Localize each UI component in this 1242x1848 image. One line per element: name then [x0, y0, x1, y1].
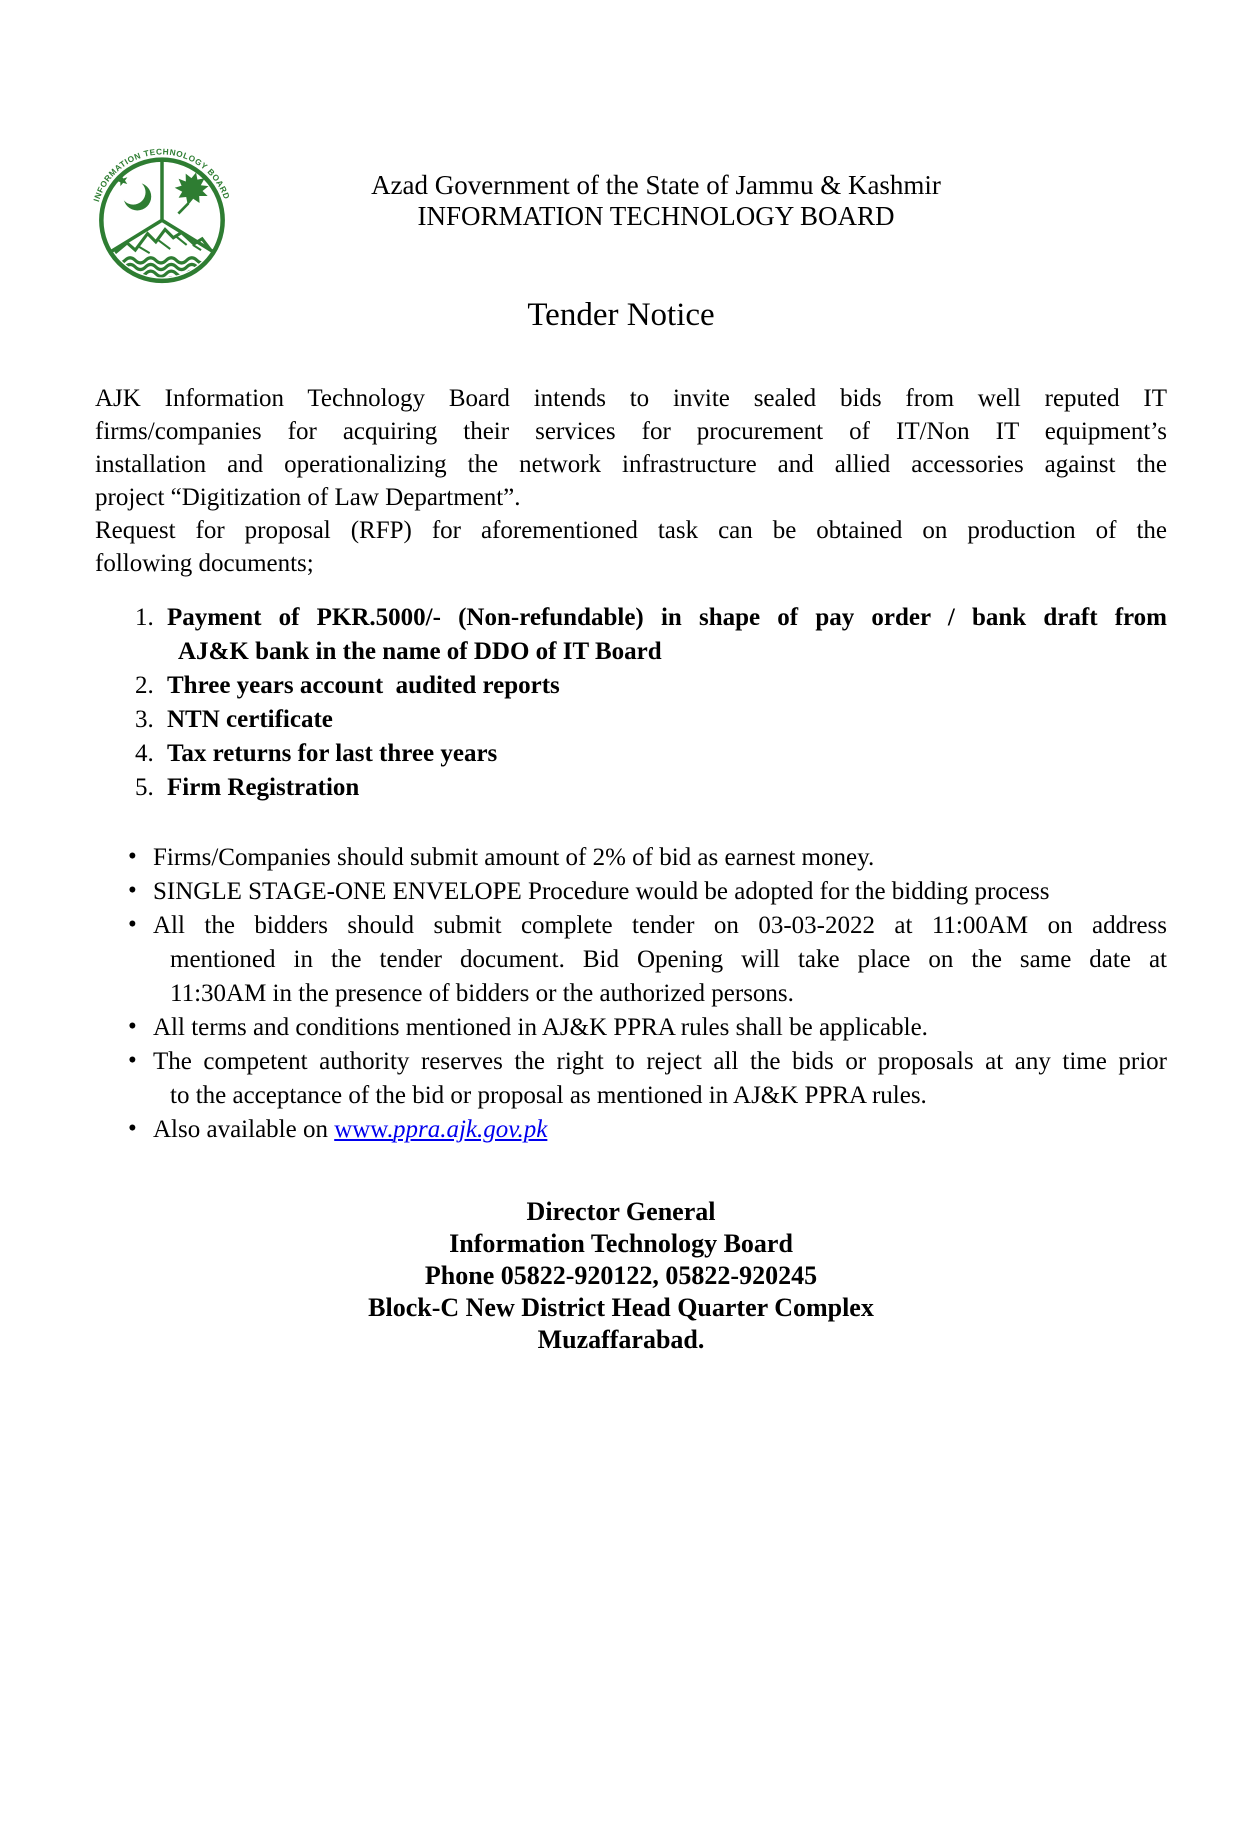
logo-arc-text: INFORMATION TECHNOLOGY BOARD [91, 146, 233, 203]
signature-block [0, 1196, 1242, 1356]
intro-line: firms/companies for acquiring their services for procurement of IT/Non IT equipment’s [95, 418, 1167, 445]
list-item [95, 669, 1167, 703]
signatory-title: Director General [526, 1197, 716, 1226]
bullet-icon: • [128, 1047, 137, 1074]
list-number: 5. [135, 774, 154, 801]
bullet-text: mentioned in the tender document. Bid Opening will take place on the same date at [170, 946, 1167, 973]
list-item-text: Three years account audited reports [167, 672, 560, 699]
bullet-text-prefix: Also available on [153, 1116, 335, 1143]
list-item-text: Firm Registration [167, 774, 360, 801]
org-name-line1: Azad Government of the State of Jammu & Kashmir [371, 170, 941, 200]
itb-emblem-svg [90, 138, 234, 284]
list-number: 3. [135, 706, 154, 733]
bullet-item [95, 1045, 1167, 1079]
list-number: 4. [135, 740, 154, 767]
bullet-item [95, 875, 1167, 909]
bullet-icon: • [128, 1115, 137, 1142]
list-item [95, 737, 1167, 771]
page-title: Tender Notice [527, 297, 715, 333]
link-text-www: www. [334, 1116, 393, 1143]
list-number: 1. [135, 604, 154, 631]
intro-line: Request for proposal (RFP) for aforementioned task can be obtained on production of the [95, 517, 1167, 544]
bullet-item [95, 1113, 1167, 1147]
bullet-text [153, 1113, 1167, 1147]
bullet-icon: • [128, 1013, 137, 1040]
itb-logo [90, 138, 234, 284]
bullet-icon: • [128, 877, 137, 904]
crescent-star-icon [115, 174, 151, 211]
org-header [250, 170, 1062, 232]
list-item [95, 771, 1167, 805]
bullet-text: All the bidders should submit complete tender on 03-03-2022 at 11:00AM on address [153, 912, 1167, 939]
bullet-text: to the acceptance of the bid or proposal as mentioned in AJ&K PPRA rules. [170, 1082, 927, 1109]
list-item [95, 703, 1167, 737]
intro-line: project “Digitization of Law Department”. [95, 484, 521, 511]
intro-paragraphs [95, 382, 1167, 580]
bullet-text: The competent authority reserves the right to reject all the bids or proposals at any time prior [153, 1048, 1167, 1075]
list-item-text: NTN certificate [167, 706, 333, 733]
ppra-website-link[interactable] [334, 1116, 547, 1143]
bullet-text: SINGLE STAGE-ONE ENVELOPE Procedure would be adopted for the bidding process [153, 878, 1050, 905]
intro-line: following documents; [95, 550, 314, 577]
link-text-domain: ppra.ajk.gov.pk [393, 1116, 548, 1143]
bullet-text: 11:30AM in the presence of bidders or the authorized persons. [170, 980, 794, 1007]
contact-phone: Phone 05822-920122, 05822-920245 [424, 1261, 818, 1290]
list-item-text: Tax returns for last three years [167, 740, 498, 767]
list-item [95, 601, 1167, 635]
bullet-text: Firms/Companies should submit amount of 2% of bid as earnest money. [153, 844, 875, 871]
bullet-item [95, 1011, 1167, 1045]
bullet-icon: • [128, 911, 137, 938]
bullet-icon: • [128, 843, 137, 870]
bullet-text: All terms and conditions mentioned in AJ&K PPRA rules shall be applicable. [153, 1014, 928, 1041]
list-item-text: AJ&K bank in the name of DDO of IT Board [178, 638, 662, 665]
org-name-line2: INFORMATION TECHNOLOGY BOARD [417, 201, 895, 231]
list-number: 2. [135, 672, 154, 699]
list-item-text: Payment of PKR.5000/- (Non-refundable) in shape of pay order / bank draft from [167, 604, 1167, 631]
documents-list [95, 601, 1167, 805]
bullet-item [95, 909, 1167, 943]
contact-address: Block-C New District Head Quarter Complex [368, 1293, 874, 1322]
contact-city: Muzaffarabad. [537, 1325, 705, 1354]
intro-line: AJK Information Technology Board intends to invite sealed bids from well reputed IT [95, 385, 1167, 412]
intro-line: installation and operationalizing the network infrastructure and allied accessories against the [95, 451, 1167, 478]
bullet-item [95, 841, 1167, 875]
conditions-list [95, 841, 1167, 1147]
signatory-org: Information Technology Board [449, 1229, 793, 1258]
